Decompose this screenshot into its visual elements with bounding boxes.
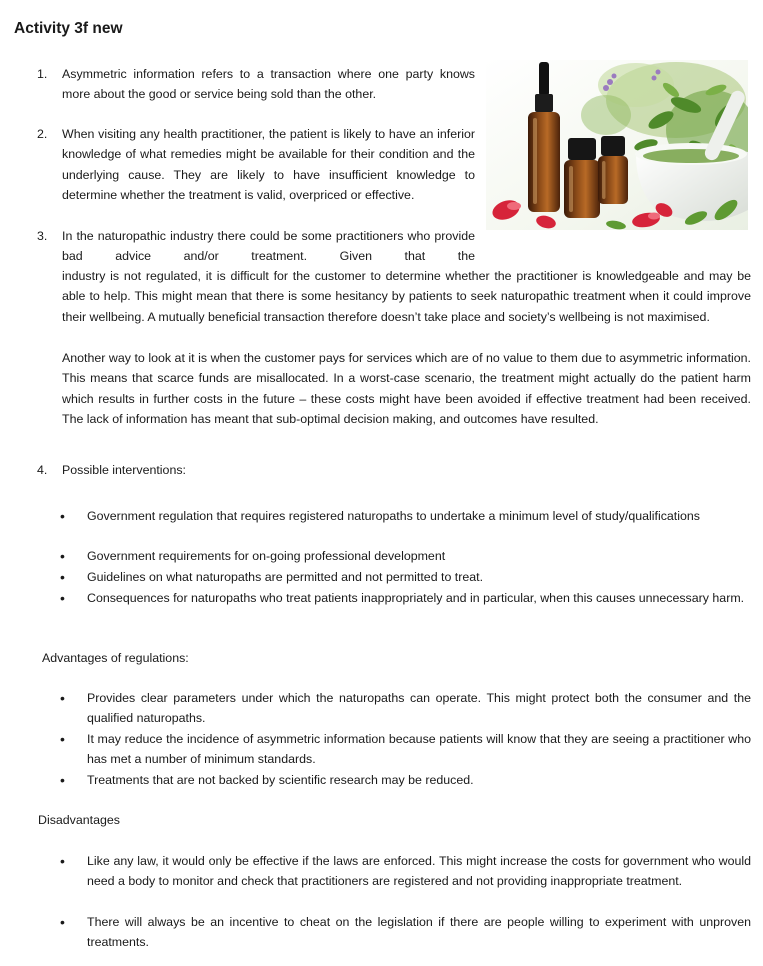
item-text-3-extra: Another way to look at it is when the customer pays for services which are of no value to them due to asymmetric information. This means that scarce funds are misallocated. In a worst-case scenario, the treatment might actually do the patient harm which results in further costs in the future – these costs might have been avoided if effective treatment had been received. The lack of information has meant that sub-optimal decision making, and outcomes have resulted. [62, 351, 751, 427]
item-text-3-narrow: In the naturopathic industry there could be some practitioners who provide bad advice and/or treatment. Given that the [62, 229, 475, 264]
bullet: • [60, 548, 65, 564]
bullet: • [60, 772, 65, 788]
intervention-item-3: Guidelines on what naturopaths are permitted and not permitted to treat. [87, 570, 484, 584]
intervention-item-1: Government regulation that requires registered naturopaths to undertake a minimum level of study/qualifications [87, 509, 700, 523]
advantage-item-2: It may reduce the incidence of asymmetric information because patients will know that they are seeing a practitioner who has met a number of minimum standards. [87, 732, 751, 767]
advantages-heading: Advantages of regulations: [42, 651, 189, 665]
bullet: • [60, 569, 65, 585]
item-number-1: 1. [37, 67, 48, 81]
advantage-item-1: Provides clear parameters under which the naturopaths can operate. This might protect both the consumer and the qualified naturopaths. [87, 691, 751, 726]
disadvantage-item-1: Like any law, it would only be effective if the laws are enforced. This might increase the costs for government who would need a body to monitor and check that practitioners are registered and not providing inappropriate treatment. [87, 854, 751, 889]
disadvantages-heading: Disadvantages [38, 813, 120, 827]
bullet: • [60, 853, 65, 869]
item-number-4: 4. [37, 463, 48, 477]
item-number-2: 2. [37, 127, 48, 141]
intervention-item-2: Government requirements for on-going professional development [87, 549, 446, 563]
essential-oils-photo [486, 60, 748, 230]
item-number-3: 3. [37, 229, 48, 243]
bullet: • [60, 914, 65, 930]
bullet: • [60, 508, 65, 524]
item-text-1: Asymmetric information refers to a transaction where one party knows more about the good or service being sold than the other. [62, 67, 475, 102]
bullet: • [60, 690, 65, 706]
item-text-2: When visiting any health practitioner, the patient is likely to have an inferior knowledge of what remedies might be available for their condition and the underlying cause. They are likely to have insufficient knowledge to determine whether the treatment is valid, overpriced or effective. [62, 127, 475, 203]
bullet: • [60, 731, 65, 747]
page-title: Activity 3f new [14, 20, 123, 37]
intervention-item-4: Consequences for naturopaths who treat patients inappropriately and in particular, when this causes unnecessary harm. [87, 591, 745, 605]
disadvantage-item-2: There will always be an incentive to cheat on the legislation if there are people willing to experiment with unproven treatments. [87, 915, 751, 950]
bullet: • [60, 590, 65, 606]
item-text-4: Possible interventions: [62, 463, 186, 477]
advantage-item-3: Treatments that are not backed by scientific research may be reduced. [87, 773, 474, 787]
item-text-3-wide: industry is not regulated, it is difficult for the customer to determine whether the practitioner is knowledgeable and may be able to help. This might mean that there is some hesitancy by patients to seek naturopathic treatment when it could improve their wellbeing. A mutually beneficial transaction therefore doesn’t take place and society’s wellbeing is not maximised. [62, 269, 751, 324]
